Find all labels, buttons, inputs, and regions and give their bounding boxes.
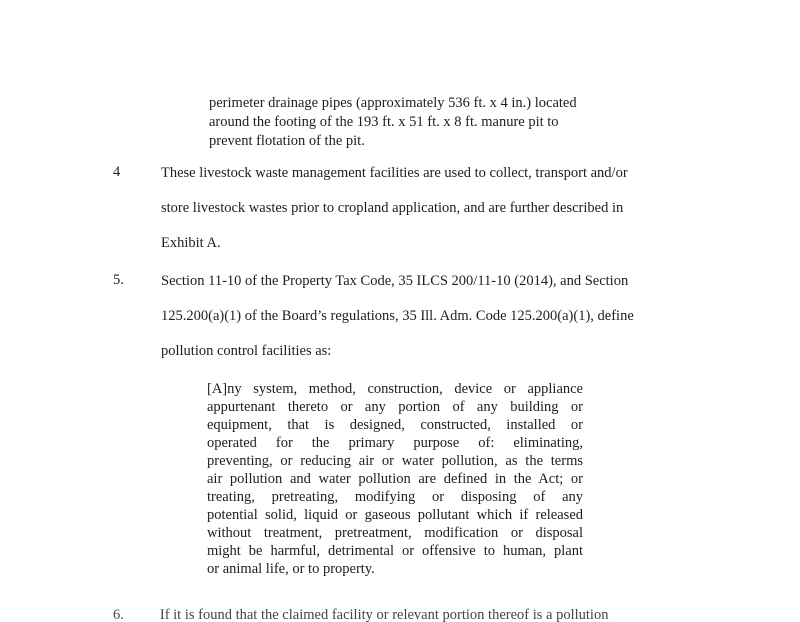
quote-line: potential solid, liquid or gaseous pollutant which if released xyxy=(207,507,583,523)
paragraph-number-4: 4 xyxy=(113,164,121,180)
paragraph-5-body xyxy=(161,264,681,369)
quote-line: preventing, or reducing air or water pollution, as the terms xyxy=(207,453,583,469)
paragraph-number-6: 6. xyxy=(113,608,124,622)
quote-line: without treatment, pretreatment, modification or disposal xyxy=(207,525,583,541)
continuation-line: prevent flotation of the pit. xyxy=(209,133,365,149)
quote-line: air pollution and water pollution are defined in the Act; or xyxy=(207,471,583,487)
paragraph-line: store livestock wastes prior to cropland application, and are further described in xyxy=(161,200,624,216)
quote-line: [A]ny system, method, construction, device or appliance xyxy=(207,381,583,397)
quote-line: equipment, that is designed, constructed, installed or xyxy=(207,417,583,433)
quote-line: operated for the primary purpose of: eliminating, xyxy=(207,435,583,451)
paragraph-line: These livestock waste management facilities are used to collect, transport and/or xyxy=(161,165,628,181)
continuation-line: perimeter drainage pipes (approximately 536 ft. x 4 in.) located xyxy=(209,95,577,111)
paragraph-number-5: 5. xyxy=(113,272,124,288)
quote-line: appurtenant thereto or any portion of any building or xyxy=(207,399,583,415)
next-paragraph-partial xyxy=(113,608,653,622)
paragraph-line: Exhibit A. xyxy=(161,235,221,251)
block-quote xyxy=(207,380,583,578)
paragraph-6-partial-line: If it is found that the claimed facility or relevant portion thereof is a pollution xyxy=(159,608,609,622)
quote-line: treating, pretreating, modifying or disposing of any xyxy=(207,489,583,505)
paragraph-line: Section 11-10 of the Property Tax Code, 35 ILCS 200/11-10 (2014), and Section xyxy=(161,273,629,289)
quote-line: or animal life, or to property. xyxy=(207,561,375,577)
quote-line: might be harmful, detrimental or offensive to human, plant xyxy=(207,543,583,559)
continuation-text xyxy=(209,94,633,151)
paragraph-4-body xyxy=(161,156,681,261)
paragraph-line: 125.200(a)(1) of the Board’s regulations, 35 Ill. Adm. Code 125.200(a)(1), define xyxy=(161,308,634,324)
paragraph-line: pollution control facilities as: xyxy=(161,343,332,359)
continuation-line: around the footing of the 193 ft. x 51 ft. x 8 ft. manure pit to xyxy=(209,114,559,130)
